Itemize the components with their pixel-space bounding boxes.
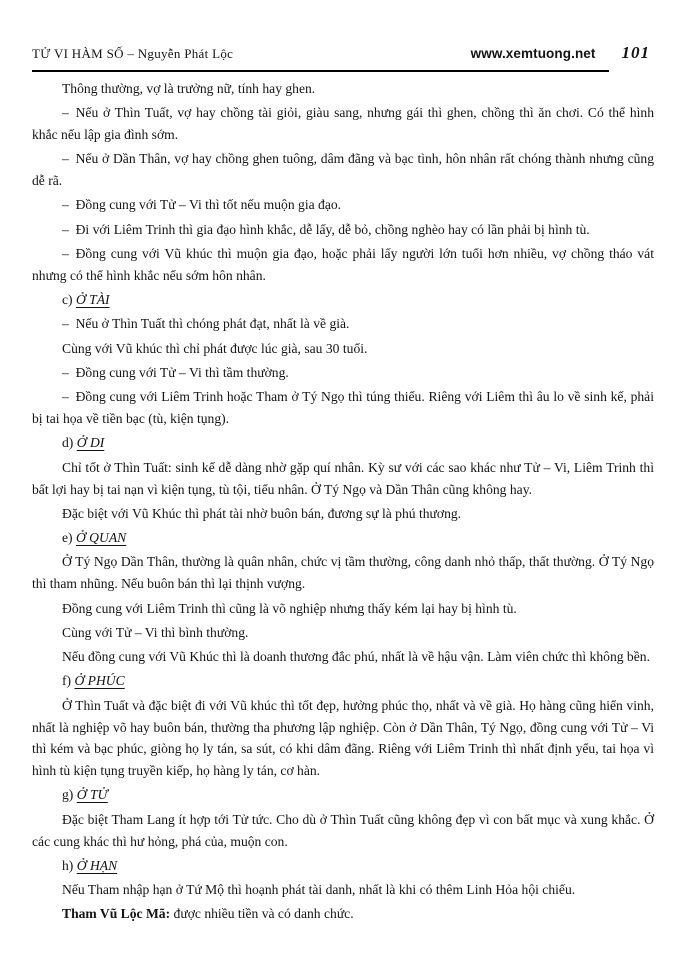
heading-prefix: f) xyxy=(62,673,75,689)
lead-term: Tham Vũ Lộc Mã: xyxy=(62,906,171,922)
paragraph: – Đồng cung với Liêm Trinh hoặc Tham ở Tý Ngọ thì túng thiếu. Riêng với Liêm thì âu lo về sinh kế, phải bị tai họa về tiền bạc (tù, kiện tụng). xyxy=(32,389,654,427)
page-content xyxy=(32,78,654,925)
header-right xyxy=(471,43,654,63)
website-url: www.xemtuong.net xyxy=(470,46,596,61)
paragraph: Đồng cung với Liêm Trinh thì cũng là võ nghiệp nhưng thấy kém lại hay bị hình tù. xyxy=(62,600,517,616)
section-heading xyxy=(32,432,654,454)
paragraph: Nếu đồng cung với Vũ Khúc thì là doanh thương đắc phú, nhất là về hậu vận. Làm viên chức thì không bền. xyxy=(62,649,650,665)
heading-prefix: d) xyxy=(62,435,77,451)
section-heading xyxy=(32,527,654,549)
paragraph: – Nếu ở Thìn Tuất thì chóng phát đạt, nhất là về già. xyxy=(62,316,350,332)
paragraph: Đặc biệt với Vũ Khúc thì phát tài nhờ buôn bán, đương sự là phú thương. xyxy=(62,505,462,521)
page-header xyxy=(32,0,654,63)
paragraph: Ở Tý Ngọ Dần Thân, thường là quân nhân, chức vị tầm thường, công danh nhỏ thấp, thất thường. Ở Tý Ngọ thì tham nhũng. Nếu buôn bán thì lại thịnh vượng. xyxy=(32,554,654,592)
heading-label: Ở PHÚC xyxy=(74,673,125,689)
paragraph: Thông thường, vợ là trưởng nữ, tính hay ghen. xyxy=(62,81,316,96)
paragraph: – Nếu ở Dần Thân, vợ hay chồng ghen tuông, dâm đãng và bạc tình, hôn nhân rất chóng thành nhưng cũng dễ rã. xyxy=(32,151,654,189)
heading-label: Ở HẠN xyxy=(76,857,118,873)
paragraph: Cùng với Vũ khúc thì chỉ phát được lúc già, sau 30 tuổi. xyxy=(62,340,368,356)
book-title: TỬ VI HÀM SỐ – Nguyễn Phát Lộc xyxy=(32,46,234,61)
paragraph: Chỉ tốt ở Thìn Tuất: sinh kế dễ dàng nhờ gặp quí nhân. Kỳ sư với các sao khác như Tử – Vi, Liêm Trinh thì bất lợi hay bị tai nạn vì kiện tụng, tù tội, tiểu nhân. Ở Tý Ngọ và Dần Thân cũng không hay. xyxy=(32,459,654,497)
heading-prefix: e) xyxy=(62,530,76,546)
heading-prefix: h) xyxy=(62,857,77,873)
heading-label: Ở TỬ xyxy=(76,787,108,803)
heading-label: Ở QUAN xyxy=(75,530,127,546)
header-rule xyxy=(32,70,609,72)
paragraph: Tham Vũ Lộc Mã: được nhiều tiền và có danh chức. xyxy=(62,906,354,922)
paragraph: – Đồng cung với Tử – Vi thì tốt nếu muộn gia đạo. xyxy=(62,197,342,213)
paragraph: – Đồng cung với Tử – Vi thì tầm thường. xyxy=(62,365,289,381)
paragraph: Đặc biệt Tham Lang ít hợp tới Tử tức. Cho dù ở Thìn Tuất cũng không đẹp vì con bất mục và xung khắc. Ở các cung khác thì hư hỏng, phá của, muộn con. xyxy=(32,811,654,849)
paragraph: Nếu Tham nhập hạn ở Tứ Mộ thì hoạnh phát tài danh, nhất là khi có thêm Linh Hỏa hội chiếu. xyxy=(62,882,576,898)
section-heading xyxy=(32,855,654,877)
page-number: 101 xyxy=(621,43,650,62)
heading-label: Ở DI xyxy=(76,435,105,451)
heading-label: Ở TÀI xyxy=(75,292,110,308)
paragraph: – Đồng cung với Vũ khúc thì muộn gia đạo, hoặc phải lấy người lớn tuổi hơn nhiều, vợ chồng tháo vát nhưng có thể hình khắc nếu sớm hôn nhân. xyxy=(32,246,654,283)
section-heading xyxy=(32,784,654,806)
paragraph: – Nếu ở Thìn Tuất, vợ hay chồng tài giỏi, giàu sang, nhưng gái thì ghen, chồng thì ăn chơi. Có thể hình khắc nếu lập gia đình sớm. xyxy=(32,105,654,143)
heading-prefix: g) xyxy=(62,787,77,803)
paragraph: Cùng với Tử – Vi thì bình thường. xyxy=(62,624,249,640)
paragraph: – Đi với Liêm Trinh thì gia đạo hình khắc, dễ lấy, dễ bỏ, chồng nghèo hay có lần phải bị hình tù. xyxy=(62,221,590,237)
section-heading xyxy=(32,670,654,692)
paragraph: Ở Thìn Tuất và đặc biệt đi với Vũ khúc thì tốt đẹp, hưởng phúc thọ, nhất và về già. Họ hàng cũng hiển vinh, nhất là nghiệp võ hay buôn bán, thường tha phương lập nghiệp. Còn ở Dần Thân, Tý Ngọ, đồng cung với Tử – Vi thì kém và bạc phúc, giòng họ ly tán, sa sút, có khi dâm đãng. Riêng với Liêm Trinh thì nhất định yểu, tai họa vì hình tù kiện tụng truyền kiếp, họ hàng ly tán, cơ hàn. xyxy=(32,697,654,779)
section-heading xyxy=(32,289,654,311)
heading-prefix: c) xyxy=(62,292,76,308)
